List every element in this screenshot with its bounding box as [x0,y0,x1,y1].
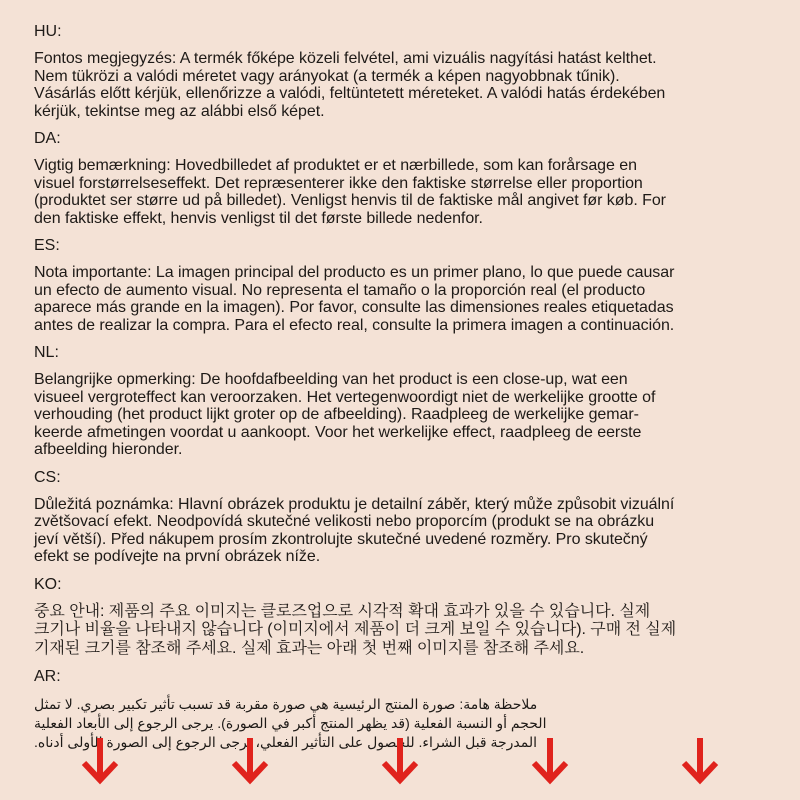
notice-text-hu [34,50,770,120]
text-line: 중요 안내: 제품의 주요 이미지는 클로즈업으로 시각적 확대 효과가 있을 수 있습니다. 실제 [34,602,651,620]
text-line: 크기나 비율을 나타내지 않습니다 (이미지에서 제품이 더 크게 보일 수 있습니다). 구매 전 실제 [34,621,677,638]
language-code-ko: KO: [34,575,62,593]
notice-document [34,22,770,761]
text-line: keerde afmetingen voordat u aankoopt. Voor het werkelijke effect, raadpleeg de eerste [34,423,642,441]
text-line: antes de realizar la compra. Para el efecto real, consulte la primera imagen a continuación. [34,316,675,334]
text-line: efekt se podívejte na první obrázek níže. [34,548,321,565]
language-code-ar: AR: [34,668,61,685]
arrow-down-icon [230,735,270,785]
text-line: Fontos megjegyzés: A termék főképe közeli felvétel, ami vizuális nagyítási hatást kelthet. [34,50,657,67]
text-line: visuel forstørrelseseffekt. Det repræsenterer ikke den faktiske størrelse eller proportion [34,174,643,192]
text-line: Vásárlás előtt kérjük, ellenőrizze a valódi, feltüntetett méreteket. A valódi hatás érdekében [34,85,666,102]
text-line: aparece más grande en la imagen). Por favor, consulte las dimensiones reales etiquetadas [34,299,674,316]
notice-text-nl [34,371,770,459]
text-line: 기재된 크기를 참조해 주세요. 실제 효과는 아래 첫 번째 이미지를 참조해 주세요. [34,639,585,657]
arrow-down-icon [80,735,120,785]
section-nl [34,343,770,459]
arrow-down-icon [680,735,720,785]
text-line: afbeelding hieronder. [34,441,183,458]
arrow-down-icon [530,735,570,785]
text-line: zvětšovací efekt. Neodpovídá skutečné velikosti nebo proporcím (produkt se na obrázku [34,513,655,530]
language-code-cs: CS: [34,468,61,486]
arrow-row [0,735,800,785]
language-code-nl: NL: [34,344,59,361]
text-line: verhouding (het product lijkt groter op de afbeelding). Raadpleeg de werkelijke gemar- [34,406,639,423]
text-line: Nota importante: La imagen principal del producto es un primer plano, lo que puede causar [34,264,675,281]
section-da [34,129,770,227]
text-line: kérjük, tekintse meg az alábbi első képet. [34,102,325,120]
section-hu [34,22,770,120]
text-line: (produktet ser større ud på billedet). Venligst henvis til de faktiske mål angivet før køb. For [34,192,666,209]
notice-text-ko [34,603,770,659]
section-es [34,236,770,334]
text-line: Belangrijke opmerking: De hoofdafbeelding van het product is een close-up, wat een [34,371,628,388]
language-code-da: DA: [34,130,61,147]
arrow-down-icon [380,735,420,785]
section-cs [34,468,770,566]
text-line: visueel vergroteffect kan veroorzaken. Het vertegenwoordigt niet de werkelijke grootte of [34,388,656,406]
text-line: ملاحظة هامة: صورة المنتج الرئيسية هي صورة مقربة قد تسبب تأثير تكبير بصري. لا تمثل [34,696,538,712]
notice-text-da [34,157,770,227]
text-line: Nem tükrözi a valódi méretet vagy arányokat (a termék a képen nagyobbnak tűnik). [34,67,620,85]
text-line: الحجم أو النسبة الفعلية (قد يظهر المنتج أكبر في الصورة). يرجى الرجوع إلى الأبعاد الفعلية [34,715,547,731]
language-code-es: ES: [34,237,60,254]
text-line: un efecto de aumento visual. No representa el tamaño o la proporción real (el producto [34,281,646,299]
notice-text-es [34,264,770,334]
text-line: Vigtig bemærkning: Hovedbilledet af produktet er et nærbillede, som kan forårsage en [34,157,637,174]
notice-text-cs [34,496,770,566]
text-line: den faktiske effekt, henvis venligst til det første billede nedenfor. [34,209,483,227]
text-line: المدرجة قبل الشراء. للحصول على التأثير الفعلي، يرجى الرجوع إلى الصورة الأولى أدناه. [34,734,538,750]
text-line: Důležitá poznámka: Hlavní obrázek produktu je detailní záběr, který může způsobit vizuální [34,495,675,513]
section-ko [34,575,770,659]
language-code-hu: HU: [34,23,62,40]
text-line: jeví větší). Před nákupem prosím zkontrolujte skutečné uvedené rozměry. Pro skutečný [34,530,648,548]
